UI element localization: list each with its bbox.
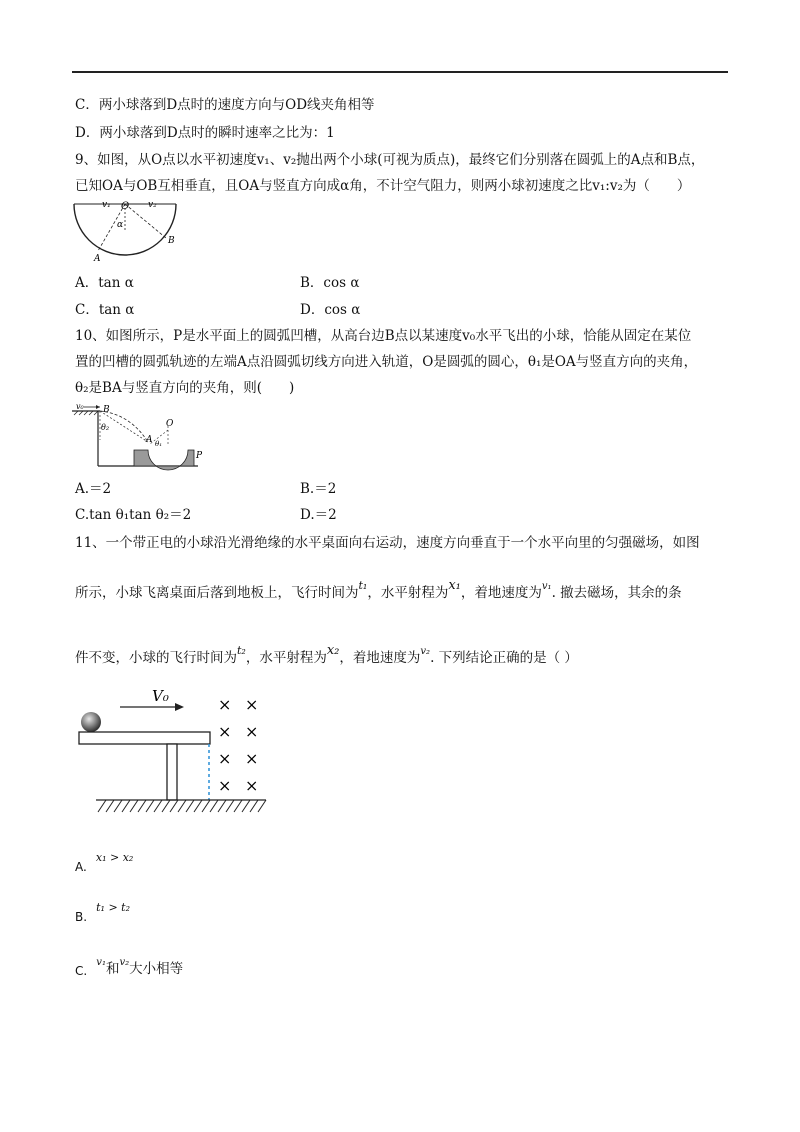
q9-label-v1: v₁ xyxy=(102,200,111,210)
q11-option-a-label: A. xyxy=(75,860,87,874)
q11-stem-line1: 11、一个带正电的小球沿光滑绝缘的水平桌面向右运动，速度方向垂直于一个水平向里的匀强磁场，如图 xyxy=(75,535,700,551)
q11-option-c-v1: v₁ xyxy=(96,957,106,968)
q11-sym-x2: x₂ xyxy=(326,643,340,658)
q9-label-a: A xyxy=(94,254,101,264)
q11-table-leg xyxy=(167,744,177,800)
q11-l3-part-a: 件不变，小球的飞行时间为 xyxy=(75,650,237,666)
q11-cross: × xyxy=(218,695,232,714)
q11-stem-line3 xyxy=(75,643,578,670)
q9-figure xyxy=(70,200,180,266)
q11-v0-arrowhead xyxy=(175,703,184,711)
q11-l3-part-c: ，着地速度为 xyxy=(339,650,421,666)
q11-option-a-expr: x₁ > x₂ xyxy=(95,851,134,864)
q11-cross: × xyxy=(218,749,232,768)
q11-sym-x1: x₁ xyxy=(448,578,461,593)
q11-option-a xyxy=(75,846,134,874)
q11-cross: × xyxy=(245,776,259,795)
q11-sym-v2: v₂ xyxy=(420,646,431,657)
prev-option-d: D．两小球落到D点时的瞬时速率之比为：1 xyxy=(75,125,335,141)
q11-sym-v1: v₁ xyxy=(541,581,552,592)
q11-option-b xyxy=(75,896,131,924)
q10-v0-arrowhead xyxy=(96,405,100,409)
q9-option-c: C．tan α xyxy=(75,302,135,318)
q10-stem-line1: 10、如图所示，P是水平面上的圆弧凹槽，从高台边B点以某速度v₀水平飞出的小球，恰能从固定在某位 xyxy=(75,328,692,344)
q9-option-a: A．tan α xyxy=(75,275,134,291)
q11-floor-hatch xyxy=(98,800,266,812)
q11-option-c xyxy=(75,950,184,978)
q11-option-c-v2: v₂ xyxy=(119,957,130,968)
q11-stem-line2 xyxy=(75,578,682,605)
q11-cross: × xyxy=(245,749,259,768)
q9-line-ob xyxy=(125,204,166,238)
q11-l2-part-d: . 撤去磁场，其余的条 xyxy=(551,585,682,601)
q11-cross: × xyxy=(245,722,259,741)
q10-option-c: C.tan θ₁tan θ₂＝2 xyxy=(75,507,192,523)
q10-label-theta1: θ₁ xyxy=(155,440,163,448)
q11-option-b-expr: t₁ > t₂ xyxy=(96,901,131,914)
q9-stem-line2: 已知OA与OB互相垂直，且OA与竖直方向成α角，不计空气阻力，则两小球初速度之比v₁:v₂为（ ） xyxy=(75,178,691,194)
header-rule xyxy=(72,71,728,73)
q10-label-p: P xyxy=(196,451,203,461)
q10-platform-hatch xyxy=(74,411,98,415)
q10-option-b: B.＝2 xyxy=(300,481,337,497)
q11-sym-t1: t₁ xyxy=(358,579,368,592)
q11-l3-part-d: . 下列结论正确的是（ ） xyxy=(430,650,578,666)
q9-stem-line1: 9、如图，从O点以水平初速度v₁、v₂抛出两个小球(可视为质点)，最终它们分别落在圆弧上的A点和B点， xyxy=(75,152,705,168)
q11-l2-part-a: 所示，小球飞离桌面后落到地板上，飞行时间为 xyxy=(75,585,359,601)
q11-ball xyxy=(81,712,101,732)
q11-l3-part-b: ，水平射程为 xyxy=(245,650,327,666)
prev-option-c: C．两小球落到D点时的速度方向与OD线夹角相等 xyxy=(75,97,375,113)
q10-label-v0: v₀ xyxy=(76,402,84,411)
q11-l2-part-c: ，着地速度为 xyxy=(460,585,542,601)
q10-label-o: O xyxy=(166,419,174,429)
q11-l2-part-b: ，水平射程为 xyxy=(367,585,449,601)
q10-label-theta2: θ₂ xyxy=(101,423,110,432)
q11-option-c-label: C. xyxy=(75,964,88,978)
q11-magnetic-field xyxy=(218,695,258,795)
q11-option-b-label: B. xyxy=(75,910,88,924)
q11-cross: × xyxy=(218,722,232,741)
q9-label-alpha: α xyxy=(117,220,124,230)
q9-option-d: D．cos α xyxy=(300,302,361,318)
q10-option-a: A.＝2 xyxy=(75,481,112,497)
q11-cross: × xyxy=(218,776,232,795)
q9-label-o: O xyxy=(121,201,130,212)
q10-groove xyxy=(134,450,194,470)
q9-label-b: B xyxy=(168,236,175,246)
q10-stem-line3: θ₂是BA与竖直方向的夹角，则( ) xyxy=(75,380,295,396)
q11-option-c-mid: 和 xyxy=(105,961,120,977)
q9-label-v2: v₂ xyxy=(148,200,157,210)
q10-option-d: D.＝2 xyxy=(300,507,337,523)
q11-sym-t2: t₂ xyxy=(237,644,246,657)
q11-cross: × xyxy=(245,695,259,714)
q11-option-c-tail: 大小相等 xyxy=(129,961,184,977)
q10-label-b: B xyxy=(103,405,110,415)
q9-option-b: B．cos α xyxy=(300,275,360,291)
q10-stem-line2: 置的凹槽的圆弧轨迹的左端A点沿圆弧切线方向进入轨道，O是圆弧的圆心，θ₁是OA与竖直方向的夹角， xyxy=(75,354,698,370)
q11-figure xyxy=(78,680,278,815)
q11-table-top xyxy=(79,732,210,744)
q10-figure xyxy=(70,400,210,472)
q11-label-v0: V₀ xyxy=(152,687,169,705)
q10-label-a: A xyxy=(146,435,153,445)
